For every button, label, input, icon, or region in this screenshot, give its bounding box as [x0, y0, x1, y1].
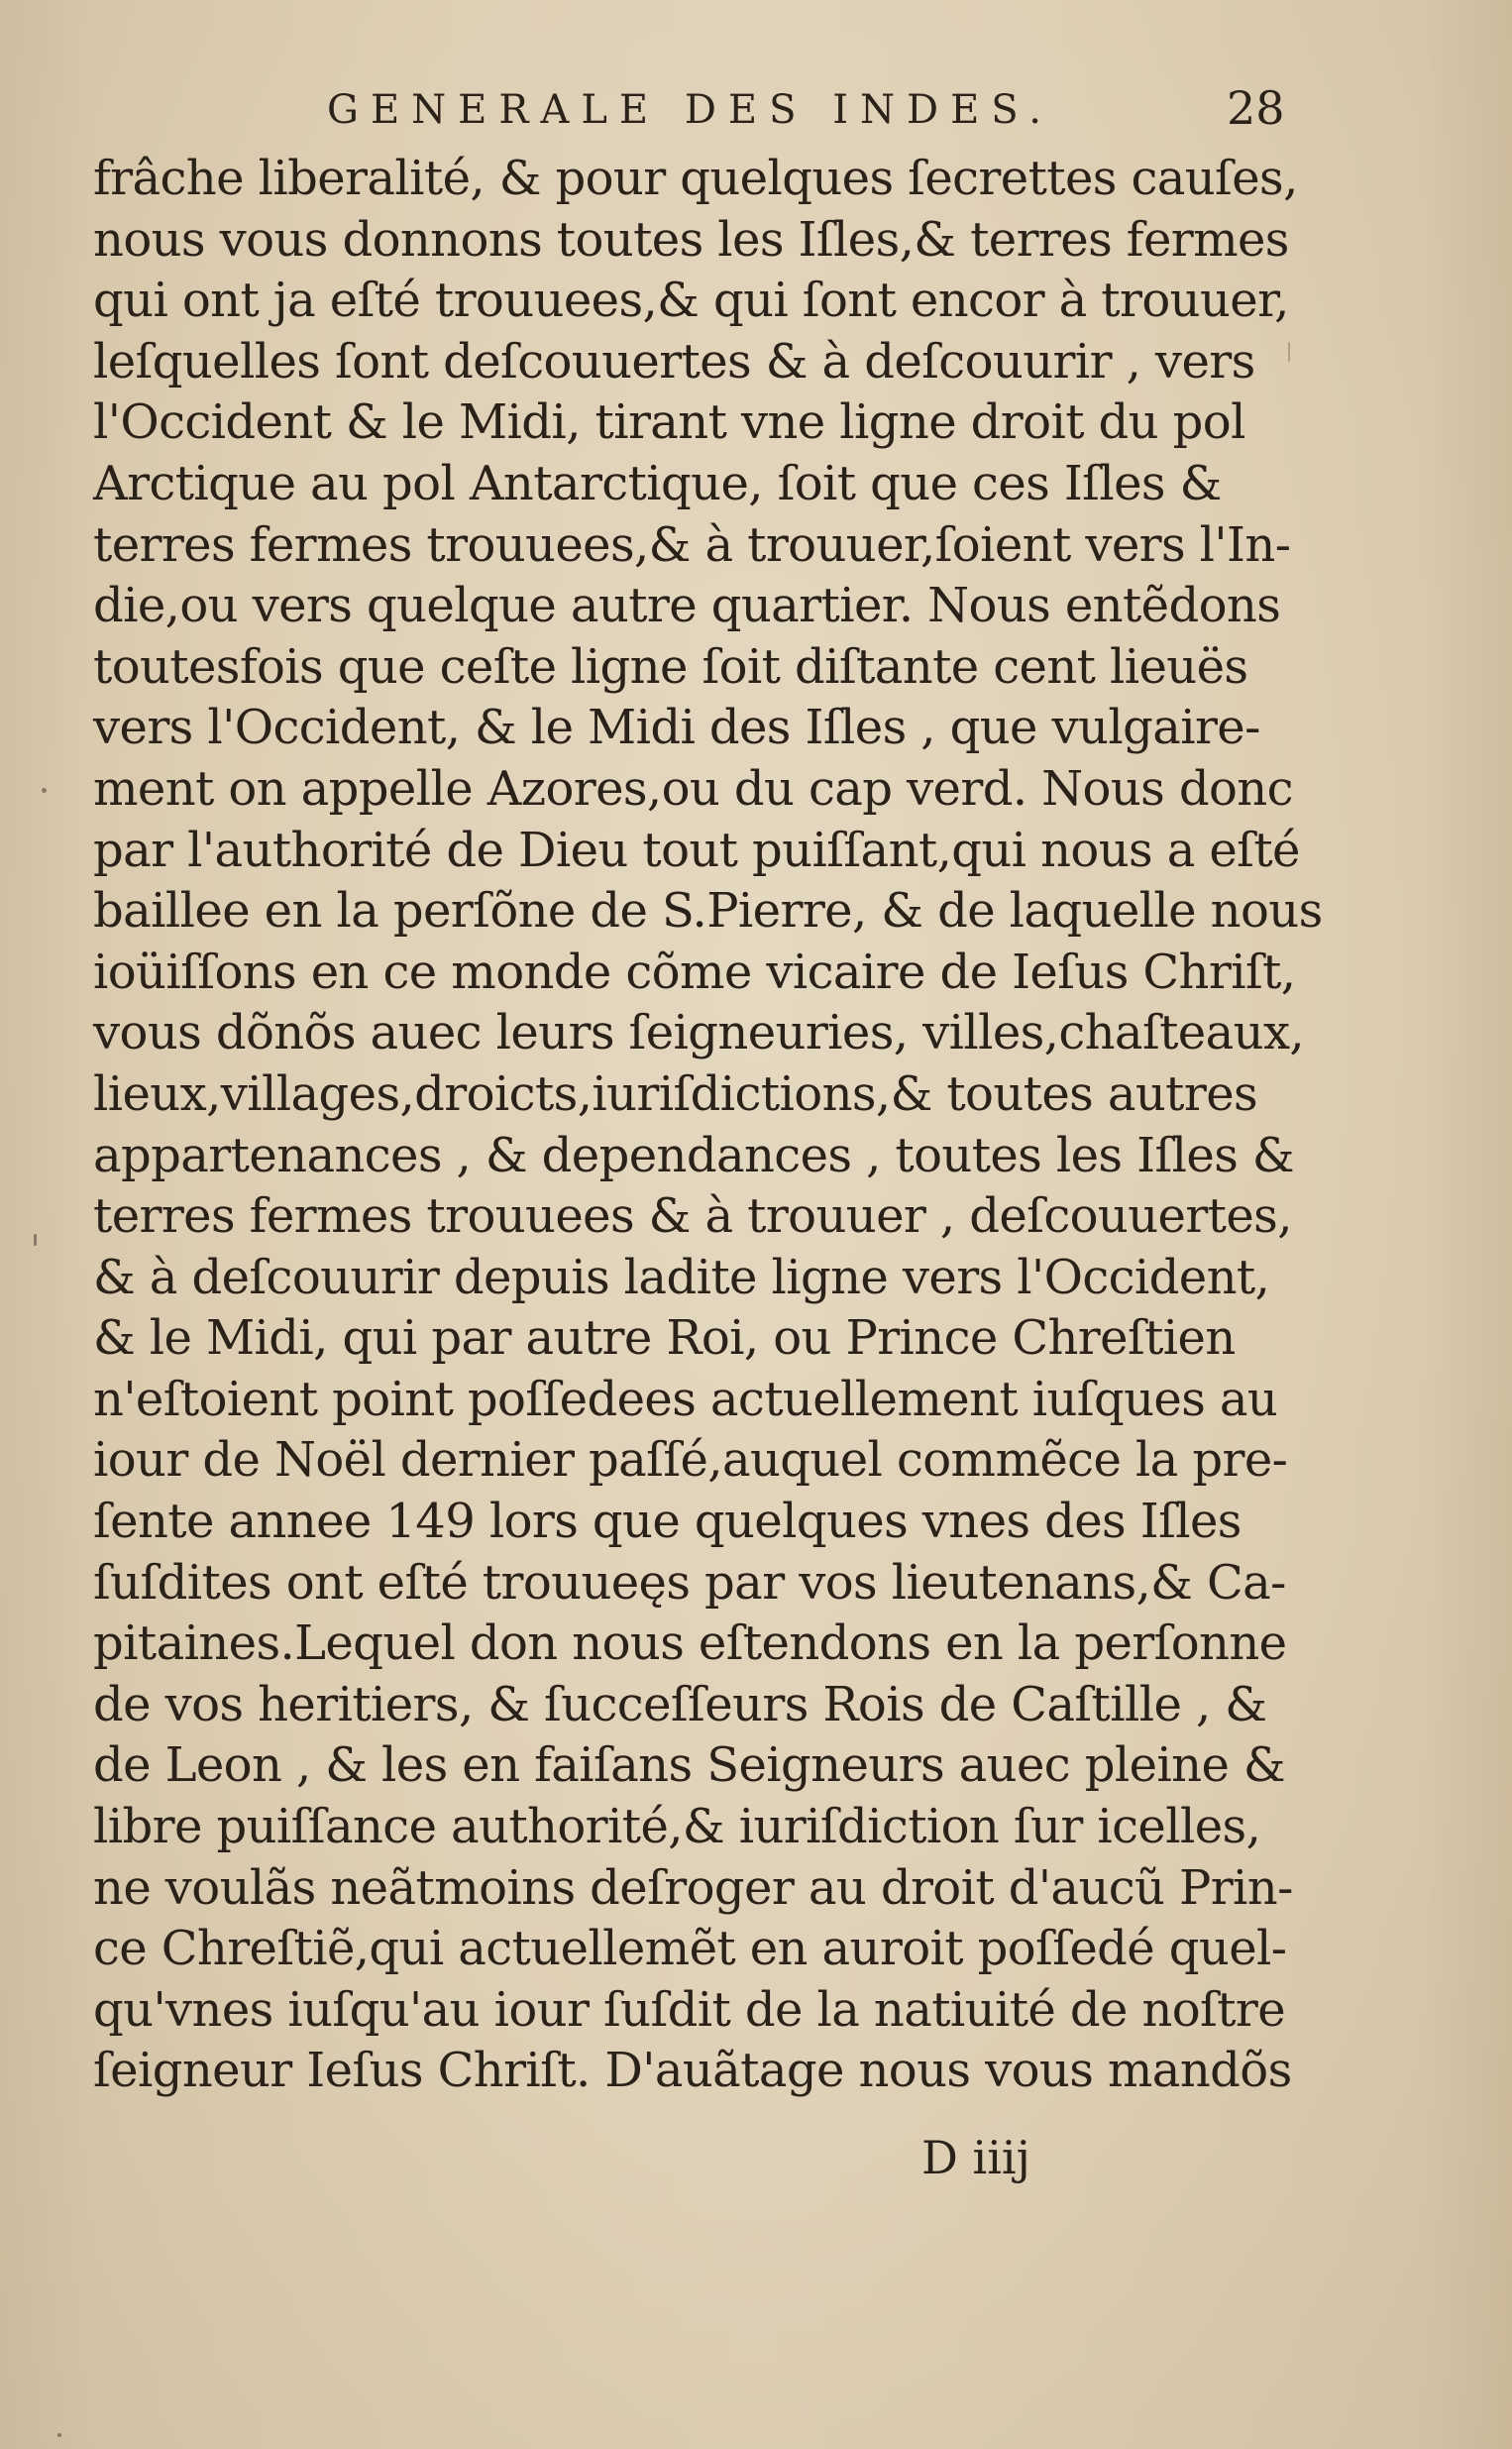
text-line: toutesfois que ceſte ligne ſoit diſtante cent lieuës — [93, 638, 1248, 695]
text-line: nous vous donnons toutes les Iſles,& terres fermes — [93, 211, 1289, 268]
text-line: ſuſdites ont eſté trouueęs par vos lieutenans,& Ca- — [93, 1554, 1286, 1611]
text-line: baillee en la perſõne de S.Pierre, & de laquelle nous — [93, 883, 1323, 940]
text-line: libre puiſſance authorité,& iuriſdiction ſur icelles, — [93, 1799, 1261, 1855]
text-line: n'eſtoient point poſſedees actuellement iuſques au — [93, 1371, 1278, 1427]
text-line: qui ont ja eſté trouuees,& qui ſont encor à trouuer, — [93, 273, 1289, 329]
text-line: pitaines.Lequel don nous eſtendons en la perſonne — [93, 1615, 1287, 1672]
ink-speck — [42, 788, 47, 793]
page-number: 28 — [1227, 81, 1285, 135]
text-line: ſeigneur Ieſus Chriſt. D'auãtage nous vous mandõs — [93, 2043, 1292, 2099]
text-line: ment on appelle Azores,ou du cap verd. Nous donc — [93, 760, 1293, 817]
text-line: terres fermes trouuees,& à trouuer,ſoient vers l'In- — [93, 516, 1291, 573]
text-line: terres fermes trouuees & à trouuer , deſcouuertes, — [93, 1188, 1292, 1245]
running-head: GENERALE DES INDES. — [327, 87, 1053, 133]
text-line: l'Occident & le Midi, tirant vne ligne droit du pol — [93, 394, 1245, 451]
page-header — [89, 81, 1285, 147]
text-line: ne voulãs neãtmoins deſroger au droit d'aucũ Prin- — [93, 1859, 1293, 1916]
text-line: par l'authorité de Dieu tout puiſſant,qui nous a eſté — [93, 822, 1300, 878]
text-line: ce Chreſtiẽ,qui actuellemẽt en auroit poſſedé quel- — [93, 1921, 1287, 1977]
signature-mark: D iiij — [921, 2131, 1030, 2184]
text-line: iour de Noël dernier paſſé,auquel commẽce la pre- — [93, 1432, 1288, 1489]
text-line: vers l'Occident, & le Midi des Iſles , que vulgaire- — [93, 700, 1260, 756]
text-line: ioüiſſons en ce monde cõme vicaire de Ieſus Chriſt, — [93, 944, 1296, 1000]
text-line: frâche liberalité, & pour quelques ſecrettes cauſes, — [93, 151, 1298, 206]
body-text — [93, 149, 1323, 2102]
text-line: de vos heritiers, & ſucceſſeurs Rois de Caſtille , & — [93, 1676, 1267, 1732]
text-line: die,ou vers quelque autre quartier. Nous entẽdons — [93, 578, 1281, 634]
ink-speck — [1288, 342, 1290, 362]
text-line: qu'vnes iuſqu'au iour ſuſdit de la natiuité de noſtre — [93, 1981, 1286, 2038]
text-line: leſquelles ſont deſcouuertes & à deſcouurir , vers — [93, 333, 1255, 390]
text-line: appartenances , & dependances , toutes les Iſles & — [93, 1127, 1295, 1183]
text-line: lieux,villages,droicts,iuriſdictions,& toutes autres — [93, 1065, 1258, 1122]
text-line: ſente annee 149 lors que quelques vnes des Iſles — [93, 1494, 1242, 1550]
ink-speck — [34, 1234, 37, 1246]
text-line: & le Midi, qui par autre Roi, ou Prince Chreſtien — [93, 1310, 1236, 1367]
text-line: Arctique au pol Antarctique, ſoit que ces Iſles & — [93, 455, 1222, 511]
text-line: de Leon , & les en faiſans Seigneurs auec pleine & — [93, 1737, 1286, 1794]
ink-speck — [57, 2433, 61, 2437]
text-line: & à deſcouurir depuis ladite ligne vers l'Occident, — [93, 1249, 1270, 1305]
text-line: vous dõnõs auec leurs ſeigneuries, villes,chaſteaux, — [93, 1005, 1305, 1061]
